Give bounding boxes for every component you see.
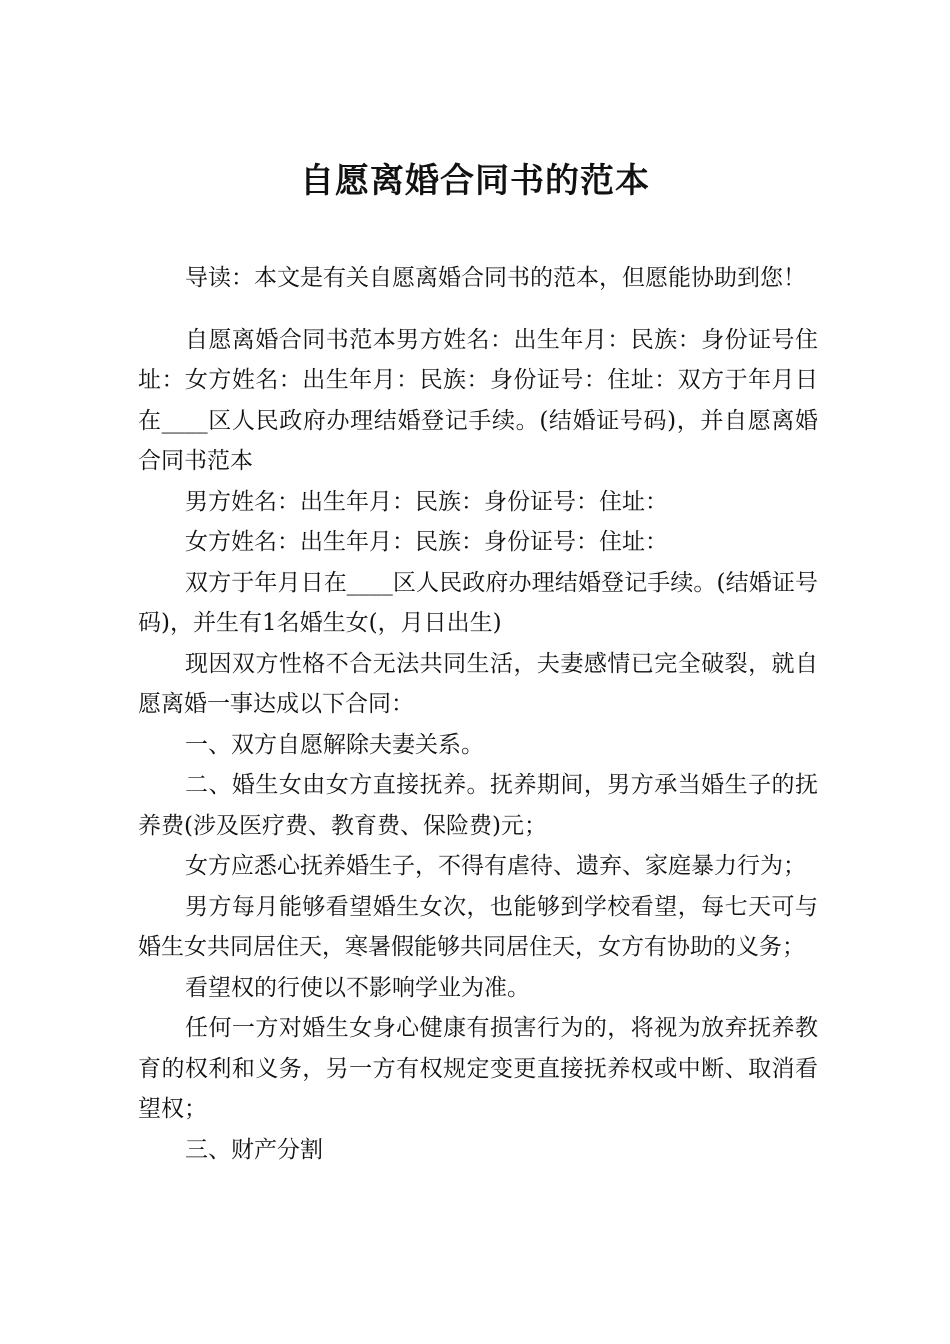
paragraph-3: 女方姓名：出生年月：民族：身份证号：住址： (185, 529, 668, 555)
clause-2-item-b: 男方每月能够看望婚生女次，也能够到学校看望，每七天可与婚生女共同居住天，寒暑假能够共同居住天，女方有协助的义务； (138, 893, 818, 960)
clause-2-item-a: 女方应悉心抚养婚生子，不得有虐待、遗弃、家庭暴力行为； (185, 853, 806, 879)
paragraph-2: 男方姓名：出生年月：民族：身份证号：住址： (185, 488, 668, 515)
paragraph-1: 自愿离婚合同书范本男方姓名：出生年月：民族：身份证号住址：女方姓名：出生年月：民族：身份证号：住址：双方于年月日在____区人民政府办理结婚登记手续。(结婚证号码)，并自愿离婚合同书范本 (138, 326, 818, 474)
clause-3-heading: 三、财产分割 (185, 1136, 323, 1163)
clause-2: 二、婚生女由女方直接抚养。抚养期间，男方承当婚生子的抚养费(涉及医疗费、教育费、保险费)元； (138, 772, 818, 839)
clause-2-item-d: 任何一方对婚生女身心健康有损害行为的，将视为放弃抚养教育的权利和义务，另一方有权规定变更直接抚养权或中断、取消看望权； (138, 1015, 818, 1122)
clause-2-item-c: 看望权的行使以不影响学业为准。 (185, 974, 530, 1001)
clause-1: 一、双方自愿解除夫妻关系。 (185, 731, 484, 758)
document-title: 自愿离婚合同书的范本 (300, 161, 650, 201)
paragraph-4: 双方于年月日在____区人民政府办理结婚登记手续。(结婚证号码)，并生有1名婚生女(，月日出生) (138, 569, 818, 636)
document-body (138, 258, 818, 1170)
intro-paragraph: 导读：本文是有关自愿离婚合同书的范本，但愿能协助到您！ (185, 265, 806, 291)
paragraph-5: 现因双方性格不合无法共同生活，夫妻感情已完全破裂，就自愿离婚一事达成以下合同： (138, 650, 818, 717)
